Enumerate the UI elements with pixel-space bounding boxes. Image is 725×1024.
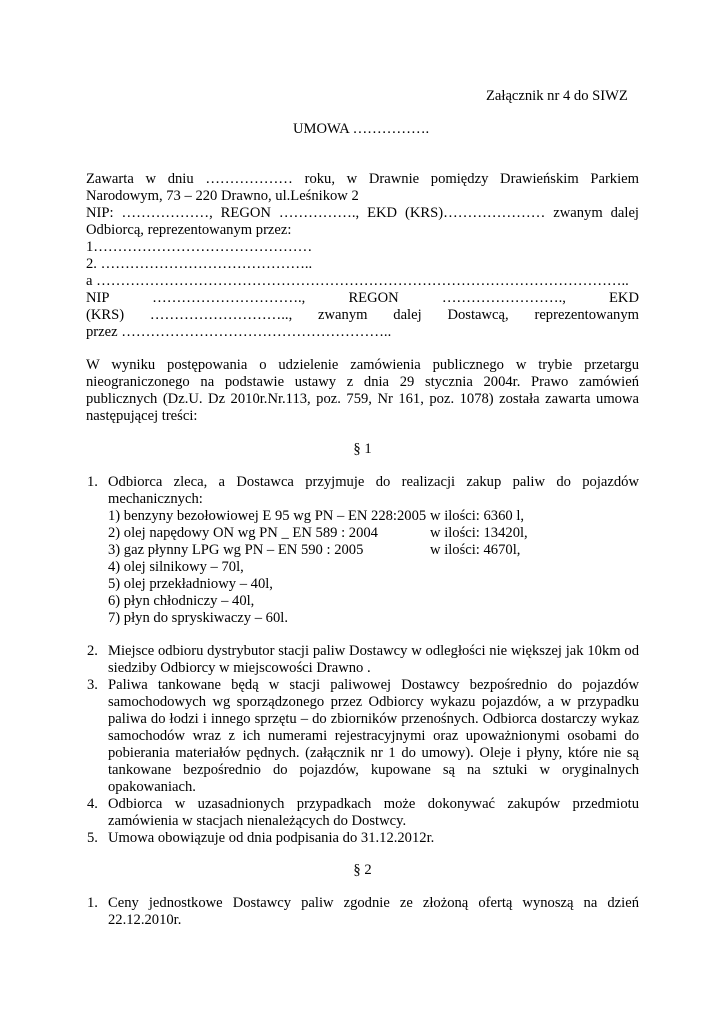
item-line: samochodów wraz z ich numerami rejestracyjnymi oraz upoważnionymi osobami do [108,728,639,744]
item-line: paliwa do łodzi i innego sprzętu – do zbiorników przenośnych. Odbiorca dostarczy wykaz [108,711,639,727]
intro-line: NIP …………………………., REGON ……………………., EKD [86,290,639,306]
intro-line: 1……………………………………… [86,239,313,255]
section-2-heading: § 2 [353,862,372,878]
item-line: samochodowych wg sporządzonego przez Odbiorcy wykazu pojazdów, a w przypadku [108,694,639,710]
item-number: 2. [87,643,98,659]
item-line: 22.12.2010r. [108,912,182,928]
intro-line: 2. …………………………………….. [86,256,313,272]
intro-line: NIP: ………………, REGON ……………., EKD (KRS)………………… zwanym dalej [86,205,639,221]
item-line: zamówienia w stacjach nienależących do Dostwcy. [108,813,407,829]
attachment-label: Załącznik nr 4 do SIWZ [486,88,628,104]
fuel-item-quantity: w ilości: 13420l, [430,525,528,541]
item-line: Odbiorca zleca, a Dostawca przyjmuje do realizacji zakup paliw do pojazdów [108,474,639,490]
other-item: 7) płyn do spryskiwaczy – 60l. [108,610,288,626]
other-item: 4) olej silnikowy – 70l, [108,559,244,575]
item-line: Miejsce odbioru dystrybutor stacji paliw Dostawcy w odległości nie większej jak 10km od [108,643,639,659]
item-line: Ceny jednostkowe Dostawcy paliw zgodnie ze złożoną ofertą wynoszą na dzień [108,895,639,911]
preamble-line: następującej treści: [86,408,198,424]
item-number: 1. [87,895,98,911]
section-1-heading: § 1 [353,441,372,457]
item-line: siedziby Odbiorcy w miejscowości Drawno . [108,660,371,676]
intro-line: a ……………………………………………………………………………………………….. [86,273,629,289]
item-line: opakowaniach. [108,779,196,795]
item-line: tankowane bezpośrednio do pojazdów, kupowane są na sztuki w oryginalnych [108,762,639,778]
intro-line: Odbiorcą, reprezentowanym przez: [86,222,292,238]
item-line: mechanicznych: [108,491,203,507]
other-item: 5) olej przekładniowy – 40l, [108,576,273,592]
preamble-line: nieograniczonego na podstawie ustawy z dnia 29 stycznia 2004r. Prawo zamówień [86,374,639,390]
item-line: Paliwa tankowane będą w stacji paliwowej Dostawcy bezpośrednio do pojazdów [108,677,639,693]
fuel-item-quantity: w ilości: 4670l, [430,542,521,558]
item-number: 1. [87,474,98,490]
intro-line: przez ……………………………………………….. [86,324,392,340]
intro-line: Narodowym, 73 – 220 Drawno, ul.Leśnikow 2 [86,188,359,204]
other-item: 6) płyn chłodniczy – 40l, [108,593,255,609]
preamble-line: W wyniku postępowania o udzielenie zamówienia publicznego w trybie przetargu [86,357,639,373]
fuel-item-name: 2) olej napędowy ON wg PN _ EN 589 : 2004 [108,525,378,541]
item-number: 4. [87,796,98,812]
fuel-item-name: 3) gaz płynny LPG wg PN – EN 590 : 2005 [108,542,364,558]
item-number: 3. [87,677,98,693]
item-line: pobierania materiałów pędnych. (załącznik nr 1 do umowy). Oleje i płyny, które nie są [108,745,639,761]
item-line: Odbiorca w uzasadnionych przypadkach może dokonywać zakupów przedmiotu [108,796,639,812]
fuel-item-quantity: w ilości: 6360 l, [430,508,525,524]
intro-line: Zawarta w dniu ……………… roku, w Drawnie pomiędzy Drawieńskim Parkiem [86,171,639,187]
preamble-line: publicznych (Dz.U. Dz 2010r.Nr.113, poz. 759, Nr 161, poz. 1078) została zawarta umowa [86,391,639,407]
fuel-item-name: 1) benzyny bezołowiowej E 95 wg PN – EN 228:2005 [108,508,427,524]
document-title: UMOWA ……………. [293,121,430,137]
intro-line: (KRS) ……………………….., zwanym dalej Dostawcą, reprezentowanym [86,307,639,323]
item-number: 5. [87,830,98,846]
item-line: Umowa obowiązuje od dnia podpisania do 31.12.2012r. [108,830,435,846]
